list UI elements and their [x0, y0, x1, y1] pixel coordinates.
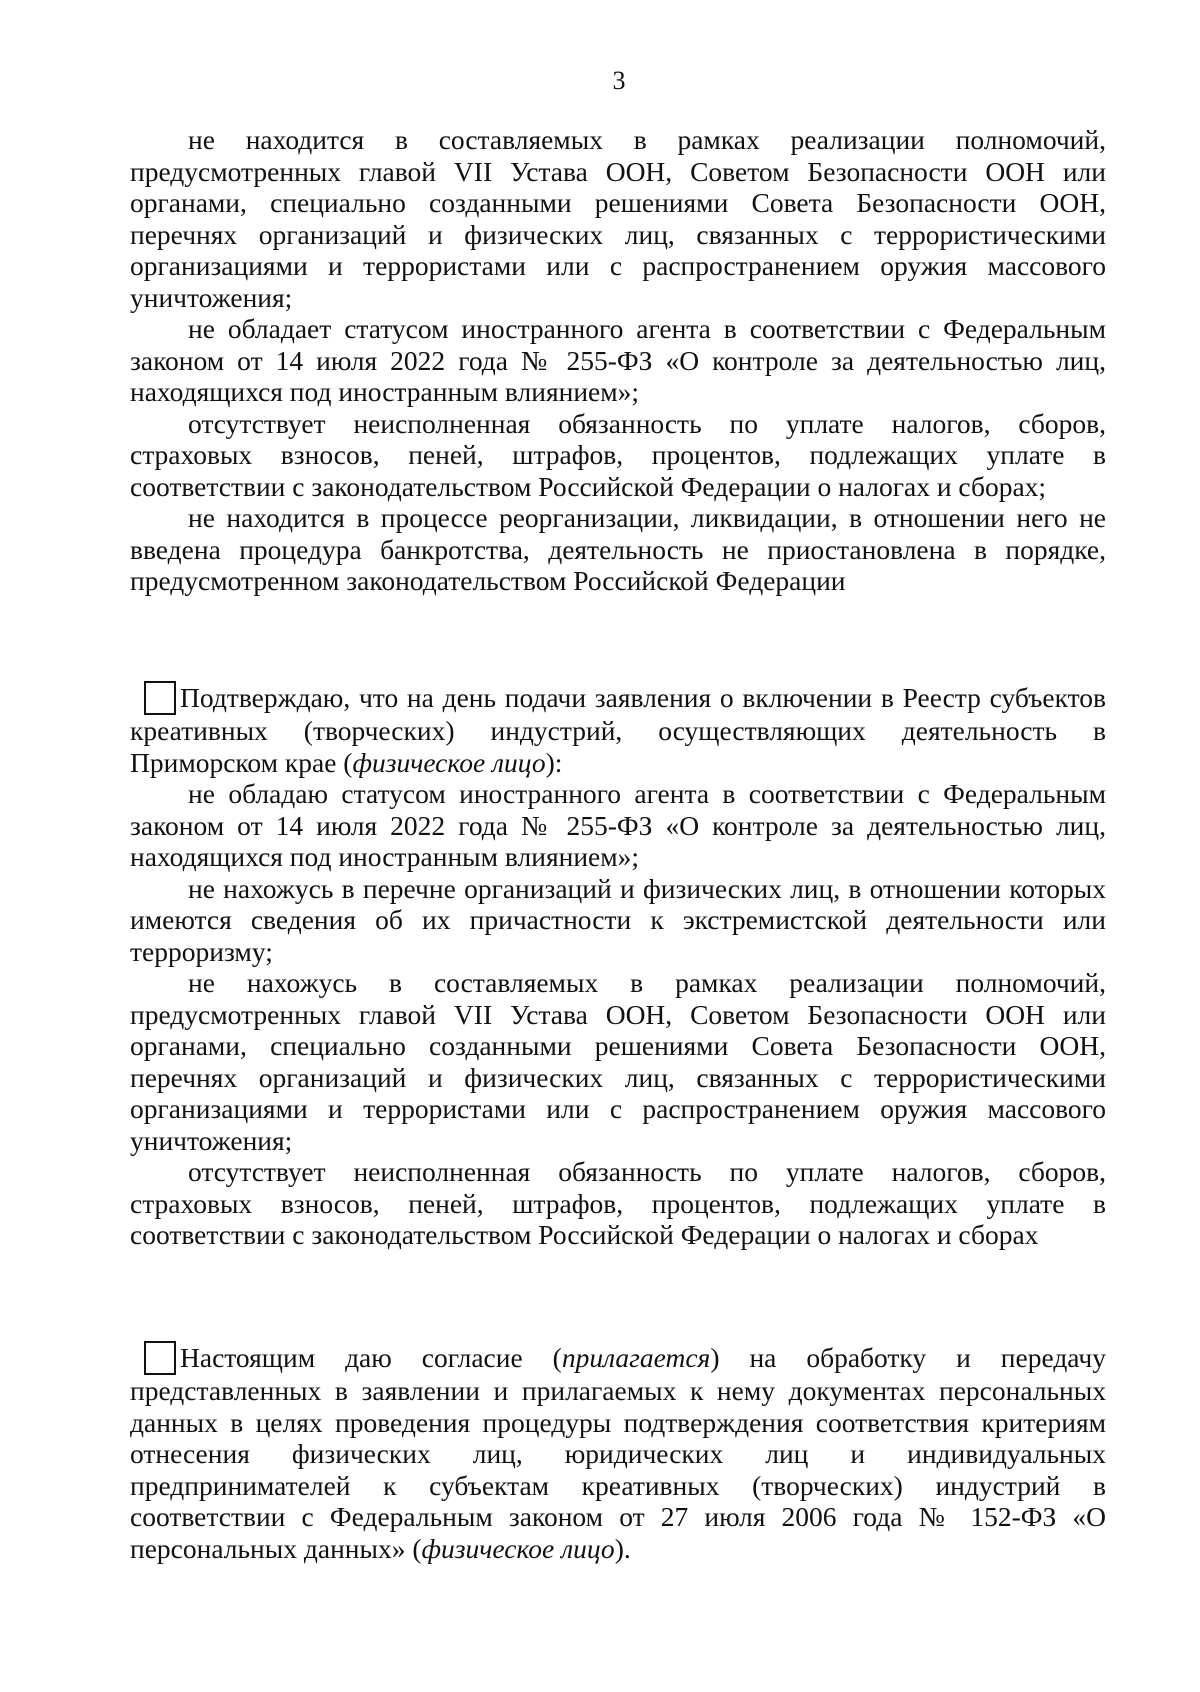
individual-foreign-agent: не обладаю статусом иностранного агента в соответствии с Федеральным законом от 14 июля 2022 года № 255-ФЗ «О контроле за деятельностью лиц, находящихся под иностранным влиянием»;	[130, 778, 1106, 872]
individual-tax-obligations: отсутствует неисполненная обязанность по уплате налогов, сборов, страховых взносов, пеней, штрафов, процентов, подлежащих уплате в соответствии с законодательством Российской Федерации о налогах и сборах	[130, 1156, 1106, 1250]
statement-foreign-agent: не обладает статусом иностранного агента в соответствии с Федеральным законом от 14 июля 2022 года № 255-ФЗ «О контроле за деятельностью лиц, находящихся под иностранным влиянием»;	[130, 313, 1106, 407]
individual-un-lists: не нахожусь в составляемых в рамках реализации полномочий, предусмотренных главой VII Устава ООН, Советом Безопасности ООН или органами, специально созданными решениями Совета Безопасности ООН, перечнях организаций и физических лиц, связанных с террористическими организациями и террористами или с распространением оружия массового уничтожения;	[130, 967, 1106, 1156]
individual-confirmation-section	[130, 681, 1106, 1251]
confirmation-paragraph	[130, 681, 1106, 778]
consent-section	[130, 1341, 1106, 1564]
consent-body: ) на обработку и передачу представленных в заявлении и прилагаемых к нему документах персональных данных в целях проведения процедуры подтверждения соответствия критериям отнесения физических лиц, юридических лиц и индивидуальных предпринимателей к субъектам креативных (творческих) индустрий в соответствии с Федеральным законом от 27 июля 2006 года № 152-ФЗ «О персональных данных» (	[130, 1342, 1106, 1564]
confirmation-tail: ):	[545, 746, 563, 778]
statement-un-lists: не находится в составляемых в рамках реализации полномочий, предусмотренных главой VII Устава ООН, Советом Безопасности ООН или органами, специально созданными решениями Совета Безопасности ООН, перечнях организаций и физических лиц, связанных с террористическими организациями и террористами или с распространением оружия массового уничтожения;	[130, 124, 1106, 313]
consent-text: Настоящим даю согласие (	[180, 1342, 562, 1373]
confirmation-checkbox[interactable]	[144, 681, 176, 715]
consent-checkbox[interactable]	[144, 1341, 176, 1375]
confirmation-italic: физическое лицо	[352, 746, 546, 778]
page-number: 3	[612, 66, 626, 95]
statement-tax-obligations: отсутствует неисполненная обязанность по уплате налогов, сборов, страховых взносов, пеней, штрафов, процентов, подлежащих уплате в соответствии с законодательством Российской Федерации о налогах и сборах;	[130, 407, 1106, 502]
confirmation-text: Подтверждаю, что на день подачи заявления о включении в Реестр субъектов креативных (творческих) индустрий, осуществляющих деятельность в Приморском крае (	[130, 682, 1106, 778]
consent-tail: ).	[614, 1532, 631, 1564]
statement-reorganization: не находится в процессе реорганизации, ликвидации, в отношении него не введена процедура банкротства, деятельность не приостановлена в порядке, предусмотренном законодательством Российской Федерации	[130, 502, 1106, 596]
consent-italic-individual: физическое лицо	[421, 1532, 615, 1564]
consent-italic-attached: прилагается	[561, 1342, 711, 1373]
consent-paragraph	[130, 1341, 1106, 1564]
individual-extremism-list: не нахожусь в перечне организаций и физических лиц, в отношении которых имеются сведения об их причастности к экстремистской деятельности или терроризму;	[130, 872, 1106, 967]
legal-entity-statements	[130, 124, 1106, 597]
